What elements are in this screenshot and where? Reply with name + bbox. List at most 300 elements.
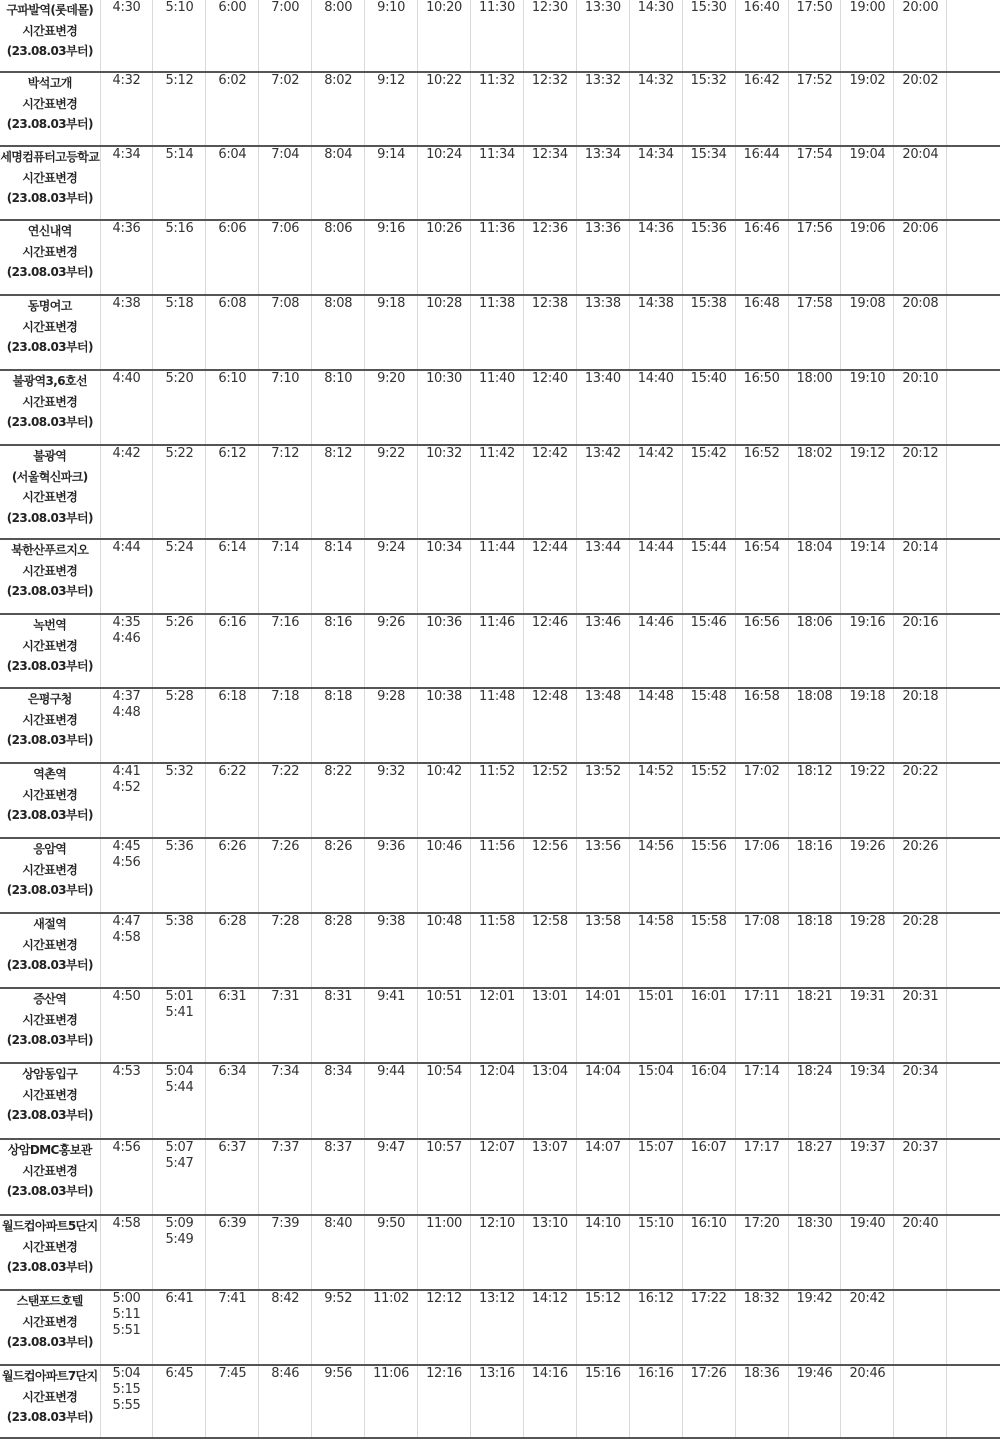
departure-time-cell bbox=[894, 445, 947, 539]
departure-time-cell bbox=[471, 688, 524, 763]
departure-time-cell bbox=[259, 0, 312, 72]
departure-time-cell bbox=[312, 763, 365, 838]
departure-time-cell bbox=[259, 445, 312, 539]
departure-time: 14:10 bbox=[584, 1216, 621, 1231]
departure-time: 6:28 bbox=[218, 914, 247, 929]
departure-time-cell bbox=[682, 1215, 735, 1290]
departure-time: 7:37 bbox=[271, 1140, 300, 1155]
departure-time: 13:10 bbox=[531, 1216, 568, 1231]
stop-name-line: (23.08.03부터) bbox=[6, 117, 93, 131]
departure-time-cell bbox=[312, 146, 365, 220]
departure-time: 6:10 bbox=[218, 371, 247, 386]
departure-time: 9:50 bbox=[377, 1216, 406, 1231]
departure-time-cell bbox=[206, 763, 259, 838]
departure-time-cell bbox=[100, 838, 153, 913]
stop-name-line: (23.08.03부터) bbox=[6, 733, 93, 747]
departure-time-cell bbox=[471, 763, 524, 838]
departure-time-cell bbox=[841, 1139, 894, 1215]
departure-time-cell bbox=[894, 988, 947, 1063]
departure-time-cell bbox=[153, 1215, 206, 1290]
departure-time-cell bbox=[259, 1139, 312, 1215]
departure-time: 16:01 bbox=[690, 989, 727, 1004]
departure-time: 20:31 bbox=[902, 989, 939, 1004]
departure-time-cell bbox=[894, 295, 947, 370]
departure-time: 5:51 bbox=[112, 1323, 141, 1338]
departure-time: 19:22 bbox=[849, 764, 886, 779]
departure-time: 6:06 bbox=[218, 221, 247, 236]
departure-time-cell bbox=[894, 1139, 947, 1215]
departure-time-cell bbox=[947, 295, 1000, 370]
departure-time-cell bbox=[841, 539, 894, 614]
departure-time-cell bbox=[947, 763, 1000, 838]
departure-time: 6:14 bbox=[218, 540, 247, 555]
departure-time: 19:12 bbox=[849, 446, 886, 461]
table-row bbox=[0, 220, 1000, 295]
departure-time: 13:56 bbox=[584, 839, 621, 854]
departure-time-cell bbox=[629, 614, 682, 688]
departure-time: 18:32 bbox=[743, 1291, 780, 1306]
departure-time-cell bbox=[629, 688, 682, 763]
departure-time: 5:16 bbox=[165, 221, 194, 236]
departure-time: 12:16 bbox=[426, 1366, 463, 1381]
departure-time-cell bbox=[788, 72, 841, 146]
departure-time: 8:22 bbox=[324, 764, 353, 779]
stop-name-line: 시간표변경 bbox=[22, 1012, 78, 1027]
departure-time-cell bbox=[576, 838, 629, 913]
stop-name-cell bbox=[0, 146, 100, 220]
departure-time-cell bbox=[788, 614, 841, 688]
stop-name-line: 상암동입구 bbox=[22, 1067, 78, 1081]
departure-time: 20:34 bbox=[902, 1064, 939, 1079]
departure-time: 5:12 bbox=[165, 73, 194, 88]
stop-name-line: (23.08.03부터) bbox=[6, 584, 93, 598]
departure-time-cell bbox=[576, 1365, 629, 1438]
departure-time: 7:10 bbox=[271, 371, 300, 386]
departure-time: 16:44 bbox=[743, 147, 780, 162]
departure-time: 11:46 bbox=[478, 615, 515, 630]
departure-time-cell bbox=[259, 370, 312, 445]
stop-name-line: 구파발역(롯데몰) bbox=[6, 3, 94, 17]
departure-time: 5:32 bbox=[165, 764, 194, 779]
stop-name-cell bbox=[0, 913, 100, 988]
departure-time-cell bbox=[206, 1365, 259, 1438]
departure-time-cell bbox=[894, 614, 947, 688]
departure-time-cell bbox=[100, 1290, 153, 1365]
departure-time-cell bbox=[894, 539, 947, 614]
table-row bbox=[0, 988, 1000, 1063]
departure-time: 10:30 bbox=[426, 371, 463, 386]
departure-time-cell bbox=[259, 838, 312, 913]
departure-time-cell bbox=[471, 295, 524, 370]
departure-time: 12:10 bbox=[478, 1216, 515, 1231]
departure-time-cell bbox=[418, 1215, 471, 1290]
departure-time: 5:15 bbox=[112, 1382, 141, 1397]
departure-time: 15:30 bbox=[690, 0, 727, 15]
departure-time: 17:22 bbox=[690, 1291, 727, 1306]
departure-time: 17:06 bbox=[743, 839, 780, 854]
departure-time: 20:26 bbox=[902, 839, 939, 854]
departure-time-cell bbox=[312, 0, 365, 72]
departure-time-cell bbox=[471, 988, 524, 1063]
departure-time-cell bbox=[418, 763, 471, 838]
departure-time-cell bbox=[576, 1290, 629, 1365]
stop-name-line: 스탠포드호텔 bbox=[16, 1294, 83, 1308]
departure-time: 8:12 bbox=[324, 446, 353, 461]
departure-time-cell bbox=[153, 72, 206, 146]
stop-name-line: 불광역3,6호선 bbox=[12, 374, 87, 388]
departure-time: 12:56 bbox=[531, 839, 568, 854]
departure-time-cell bbox=[841, 1215, 894, 1290]
stop-name-line: 상암DMC홍보관 bbox=[7, 1143, 92, 1157]
departure-time: 17:52 bbox=[796, 73, 833, 88]
departure-time-cell bbox=[894, 763, 947, 838]
departure-time-cell bbox=[682, 370, 735, 445]
stop-name-line: (23.08.03부터) bbox=[6, 1260, 93, 1274]
departure-time-cell bbox=[735, 220, 788, 295]
departure-time-cell bbox=[418, 1063, 471, 1139]
departure-time: 9:24 bbox=[377, 540, 406, 555]
departure-time-cell bbox=[576, 370, 629, 445]
departure-time: 10:32 bbox=[426, 446, 463, 461]
departure-time-cell bbox=[100, 370, 153, 445]
departure-time-cell bbox=[418, 1139, 471, 1215]
departure-time: 4:37 bbox=[112, 689, 141, 704]
departure-time-cell bbox=[523, 838, 576, 913]
table-row bbox=[0, 913, 1000, 988]
departure-time: 9:16 bbox=[377, 221, 406, 236]
departure-time-cell bbox=[206, 688, 259, 763]
departure-time: 5:14 bbox=[165, 147, 194, 162]
departure-time-cell bbox=[153, 1290, 206, 1365]
departure-time-cell bbox=[471, 1215, 524, 1290]
departure-time: 18:21 bbox=[796, 989, 833, 1004]
departure-time-cell bbox=[841, 1290, 894, 1365]
departure-time-cell bbox=[523, 988, 576, 1063]
departure-time-cell bbox=[153, 913, 206, 988]
stop-name-line: 연신내역 bbox=[27, 224, 72, 238]
departure-time-cell bbox=[947, 1139, 1000, 1215]
departure-time: 5:09 bbox=[165, 1216, 194, 1231]
departure-time-cell bbox=[682, 1290, 735, 1365]
departure-time-cell bbox=[100, 72, 153, 146]
departure-time: 15:40 bbox=[690, 371, 727, 386]
departure-time: 13:32 bbox=[584, 73, 621, 88]
departure-time-cell bbox=[629, 1139, 682, 1215]
stop-name-line: (23.08.03부터) bbox=[6, 415, 93, 429]
departure-time: 15:48 bbox=[690, 689, 727, 704]
departure-time-cell bbox=[947, 838, 1000, 913]
departure-time: 20:04 bbox=[902, 147, 939, 162]
departure-time-cell bbox=[100, 1215, 153, 1290]
departure-time-cell bbox=[788, 1063, 841, 1139]
stop-name-line: (23.08.03부터) bbox=[6, 340, 93, 354]
departure-time: 13:46 bbox=[584, 615, 621, 630]
stop-name-cell bbox=[0, 838, 100, 913]
departure-time-cell bbox=[894, 1215, 947, 1290]
departure-time: 5:44 bbox=[165, 1080, 194, 1095]
departure-time: 19:26 bbox=[849, 839, 886, 854]
departure-time: 12:30 bbox=[531, 0, 568, 15]
departure-time: 5:10 bbox=[165, 0, 194, 15]
stop-name-line: 월드컵아파트7단지 bbox=[1, 1369, 98, 1383]
departure-time: 18:12 bbox=[796, 764, 833, 779]
departure-time: 12:48 bbox=[531, 689, 568, 704]
departure-time: 4:34 bbox=[112, 147, 141, 162]
departure-time: 20:42 bbox=[849, 1291, 886, 1306]
departure-time: 16:48 bbox=[743, 296, 780, 311]
table-row bbox=[0, 1290, 1000, 1365]
departure-time: 15:01 bbox=[637, 989, 674, 1004]
departure-time-cell bbox=[312, 72, 365, 146]
departure-time-cell bbox=[418, 295, 471, 370]
departure-time-cell bbox=[629, 295, 682, 370]
departure-time: 4:53 bbox=[112, 1064, 141, 1079]
departure-time-cell bbox=[894, 72, 947, 146]
departure-time-cell bbox=[576, 913, 629, 988]
departure-time-cell bbox=[947, 1365, 1000, 1438]
departure-time: 13:58 bbox=[584, 914, 621, 929]
departure-time-cell bbox=[629, 72, 682, 146]
departure-time-cell bbox=[259, 1063, 312, 1139]
departure-time: 12:52 bbox=[531, 764, 568, 779]
departure-time-cell bbox=[365, 988, 418, 1063]
departure-time: 20:08 bbox=[902, 296, 939, 311]
departure-time-cell bbox=[682, 1365, 735, 1438]
stop-name-line: 시간표변경 bbox=[22, 96, 78, 111]
departure-time: 7:04 bbox=[271, 147, 300, 162]
departure-time-cell bbox=[523, 445, 576, 539]
departure-time-cell bbox=[206, 295, 259, 370]
departure-time-cell bbox=[947, 445, 1000, 539]
table-row bbox=[0, 1215, 1000, 1290]
stop-name-line: 시간표변경 bbox=[22, 394, 78, 409]
departure-time: 8:28 bbox=[324, 914, 353, 929]
departure-time-cell bbox=[206, 614, 259, 688]
departure-time: 6:18 bbox=[218, 689, 247, 704]
stop-name-line: 역촌역 bbox=[33, 767, 67, 781]
departure-time-cell bbox=[365, 295, 418, 370]
departure-time-cell bbox=[576, 1139, 629, 1215]
stop-name-line: (23.08.03부터) bbox=[6, 1335, 93, 1349]
table-row bbox=[0, 0, 1000, 72]
departure-time-cell bbox=[312, 1365, 365, 1438]
departure-time: 7:00 bbox=[271, 0, 300, 15]
departure-time-cell bbox=[841, 763, 894, 838]
departure-time-cell bbox=[947, 539, 1000, 614]
departure-time: 14:46 bbox=[637, 615, 674, 630]
departure-time: 5:24 bbox=[165, 540, 194, 555]
departure-time-cell bbox=[100, 1365, 153, 1438]
departure-time: 4:47 bbox=[112, 914, 141, 929]
departure-time-cell bbox=[576, 763, 629, 838]
departure-time: 11:52 bbox=[478, 764, 515, 779]
departure-time-cell bbox=[788, 146, 841, 220]
stop-name-line: 시간표변경 bbox=[22, 490, 78, 504]
table-row bbox=[0, 763, 1000, 838]
departure-time: 17:54 bbox=[796, 147, 833, 162]
departure-time-cell bbox=[365, 838, 418, 913]
departure-time-cell bbox=[471, 1290, 524, 1365]
departure-time-cell bbox=[841, 220, 894, 295]
departure-time: 5:07 bbox=[165, 1140, 194, 1155]
departure-time-cell bbox=[206, 1215, 259, 1290]
departure-time-cell bbox=[153, 1365, 206, 1438]
stop-name-line: (23.08.03부터) bbox=[6, 265, 93, 279]
departure-time-cell bbox=[841, 838, 894, 913]
departure-time-cell bbox=[206, 0, 259, 72]
departure-time: 18:36 bbox=[743, 1366, 780, 1381]
departure-time-cell bbox=[471, 220, 524, 295]
departure-time-cell bbox=[576, 688, 629, 763]
departure-time: 4:58 bbox=[112, 1216, 141, 1231]
departure-time: 7:08 bbox=[271, 296, 300, 311]
departure-time: 11:40 bbox=[478, 371, 515, 386]
departure-time: 5:47 bbox=[165, 1156, 194, 1171]
departure-time: 20:10 bbox=[902, 371, 939, 386]
stop-name-cell bbox=[0, 988, 100, 1063]
departure-time-cell bbox=[788, 1290, 841, 1365]
departure-time-cell bbox=[841, 295, 894, 370]
departure-time-cell bbox=[735, 1215, 788, 1290]
departure-time-cell bbox=[365, 1290, 418, 1365]
stop-name-line: 응암역 bbox=[33, 842, 67, 856]
departure-time: 7:39 bbox=[271, 1216, 300, 1231]
stop-name-line: 시간표변경 bbox=[22, 244, 78, 259]
departure-time-cell bbox=[206, 988, 259, 1063]
departure-time: 9:12 bbox=[377, 73, 406, 88]
departure-time: 17:20 bbox=[743, 1216, 780, 1231]
departure-time: 6:37 bbox=[218, 1140, 247, 1155]
departure-time-cell bbox=[365, 0, 418, 72]
departure-time: 7:18 bbox=[271, 689, 300, 704]
departure-time-cell bbox=[947, 370, 1000, 445]
departure-time-cell bbox=[312, 220, 365, 295]
departure-time-cell bbox=[523, 1365, 576, 1438]
departure-time-cell bbox=[100, 913, 153, 988]
departure-time: 5:41 bbox=[165, 1005, 194, 1020]
departure-time: 4:48 bbox=[112, 705, 141, 720]
departure-time-cell bbox=[206, 72, 259, 146]
departure-time-cell bbox=[576, 539, 629, 614]
stop-name-cell bbox=[0, 688, 100, 763]
departure-time: 19:42 bbox=[796, 1291, 833, 1306]
departure-time: 7:41 bbox=[218, 1291, 247, 1306]
departure-time-cell bbox=[841, 913, 894, 988]
departure-time: 15:44 bbox=[690, 540, 727, 555]
departure-time-cell bbox=[735, 1290, 788, 1365]
departure-time: 4:46 bbox=[112, 631, 141, 646]
departure-time: 18:08 bbox=[796, 689, 833, 704]
departure-time: 6:45 bbox=[165, 1366, 194, 1381]
departure-time-cell bbox=[153, 988, 206, 1063]
departure-time: 18:04 bbox=[796, 540, 833, 555]
departure-time: 13:40 bbox=[584, 371, 621, 386]
departure-time-cell bbox=[682, 838, 735, 913]
departure-time: 8:26 bbox=[324, 839, 353, 854]
departure-time-cell bbox=[418, 0, 471, 72]
departure-time: 15:38 bbox=[690, 296, 727, 311]
departure-time-cell bbox=[841, 688, 894, 763]
departure-time: 14:12 bbox=[531, 1291, 568, 1306]
departure-time: 4:36 bbox=[112, 221, 141, 236]
departure-time: 19:28 bbox=[849, 914, 886, 929]
departure-time-cell bbox=[471, 0, 524, 72]
table-row bbox=[0, 445, 1000, 539]
departure-time: 7:12 bbox=[271, 446, 300, 461]
departure-time-cell bbox=[312, 1139, 365, 1215]
departure-time-cell bbox=[153, 1063, 206, 1139]
departure-time-cell bbox=[735, 72, 788, 146]
departure-time-cell bbox=[312, 913, 365, 988]
departure-time: 12:36 bbox=[531, 221, 568, 236]
departure-time-cell bbox=[471, 1365, 524, 1438]
departure-time-cell bbox=[947, 0, 1000, 72]
departure-time: 9:47 bbox=[377, 1140, 406, 1155]
departure-time: 11:02 bbox=[373, 1291, 410, 1306]
departure-time: 20:06 bbox=[902, 221, 939, 236]
departure-time: 16:40 bbox=[743, 0, 780, 15]
departure-time-cell bbox=[206, 445, 259, 539]
departure-time-cell bbox=[788, 295, 841, 370]
departure-time-cell bbox=[100, 988, 153, 1063]
departure-time-cell bbox=[365, 1063, 418, 1139]
departure-time-cell bbox=[418, 1365, 471, 1438]
departure-time-cell bbox=[523, 1290, 576, 1365]
departure-time-cell bbox=[523, 1063, 576, 1139]
departure-time: 5:20 bbox=[165, 371, 194, 386]
departure-time-cell bbox=[682, 0, 735, 72]
departure-time: 20:02 bbox=[902, 73, 939, 88]
departure-time: 14:32 bbox=[637, 73, 674, 88]
departure-time-cell bbox=[259, 539, 312, 614]
departure-time: 4:58 bbox=[112, 930, 141, 945]
departure-time: 19:06 bbox=[849, 221, 886, 236]
departure-time: 19:02 bbox=[849, 73, 886, 88]
departure-time-cell bbox=[100, 0, 153, 72]
departure-time: 5:01 bbox=[165, 989, 194, 1004]
departure-time-cell bbox=[894, 0, 947, 72]
departure-time-cell bbox=[894, 146, 947, 220]
departure-time: 4:35 bbox=[112, 615, 141, 630]
table-row bbox=[0, 614, 1000, 688]
departure-time: 17:50 bbox=[796, 0, 833, 15]
departure-time-cell bbox=[312, 1215, 365, 1290]
departure-time: 13:38 bbox=[584, 296, 621, 311]
departure-time: 6:04 bbox=[218, 147, 247, 162]
departure-time-cell bbox=[735, 445, 788, 539]
stop-name-line: (23.08.03부터) bbox=[6, 1184, 93, 1198]
departure-time: 6:34 bbox=[218, 1064, 247, 1079]
departure-time: 7:45 bbox=[218, 1366, 247, 1381]
departure-time-cell bbox=[576, 295, 629, 370]
departure-time: 15:52 bbox=[690, 764, 727, 779]
departure-time: 10:48 bbox=[426, 914, 463, 929]
departure-time: 9:56 bbox=[324, 1366, 353, 1381]
departure-time: 7:28 bbox=[271, 914, 300, 929]
departure-time: 11:48 bbox=[478, 689, 515, 704]
departure-time: 19:10 bbox=[849, 371, 886, 386]
departure-time-cell bbox=[629, 146, 682, 220]
departure-time: 12:40 bbox=[531, 371, 568, 386]
departure-time-cell bbox=[153, 838, 206, 913]
departure-time: 16:12 bbox=[637, 1291, 674, 1306]
stop-name-cell bbox=[0, 539, 100, 614]
departure-time-cell bbox=[576, 220, 629, 295]
departure-time: 18:27 bbox=[796, 1140, 833, 1155]
departure-time-cell bbox=[523, 913, 576, 988]
departure-time-cell bbox=[841, 1365, 894, 1438]
departure-time: 20:12 bbox=[902, 446, 939, 461]
